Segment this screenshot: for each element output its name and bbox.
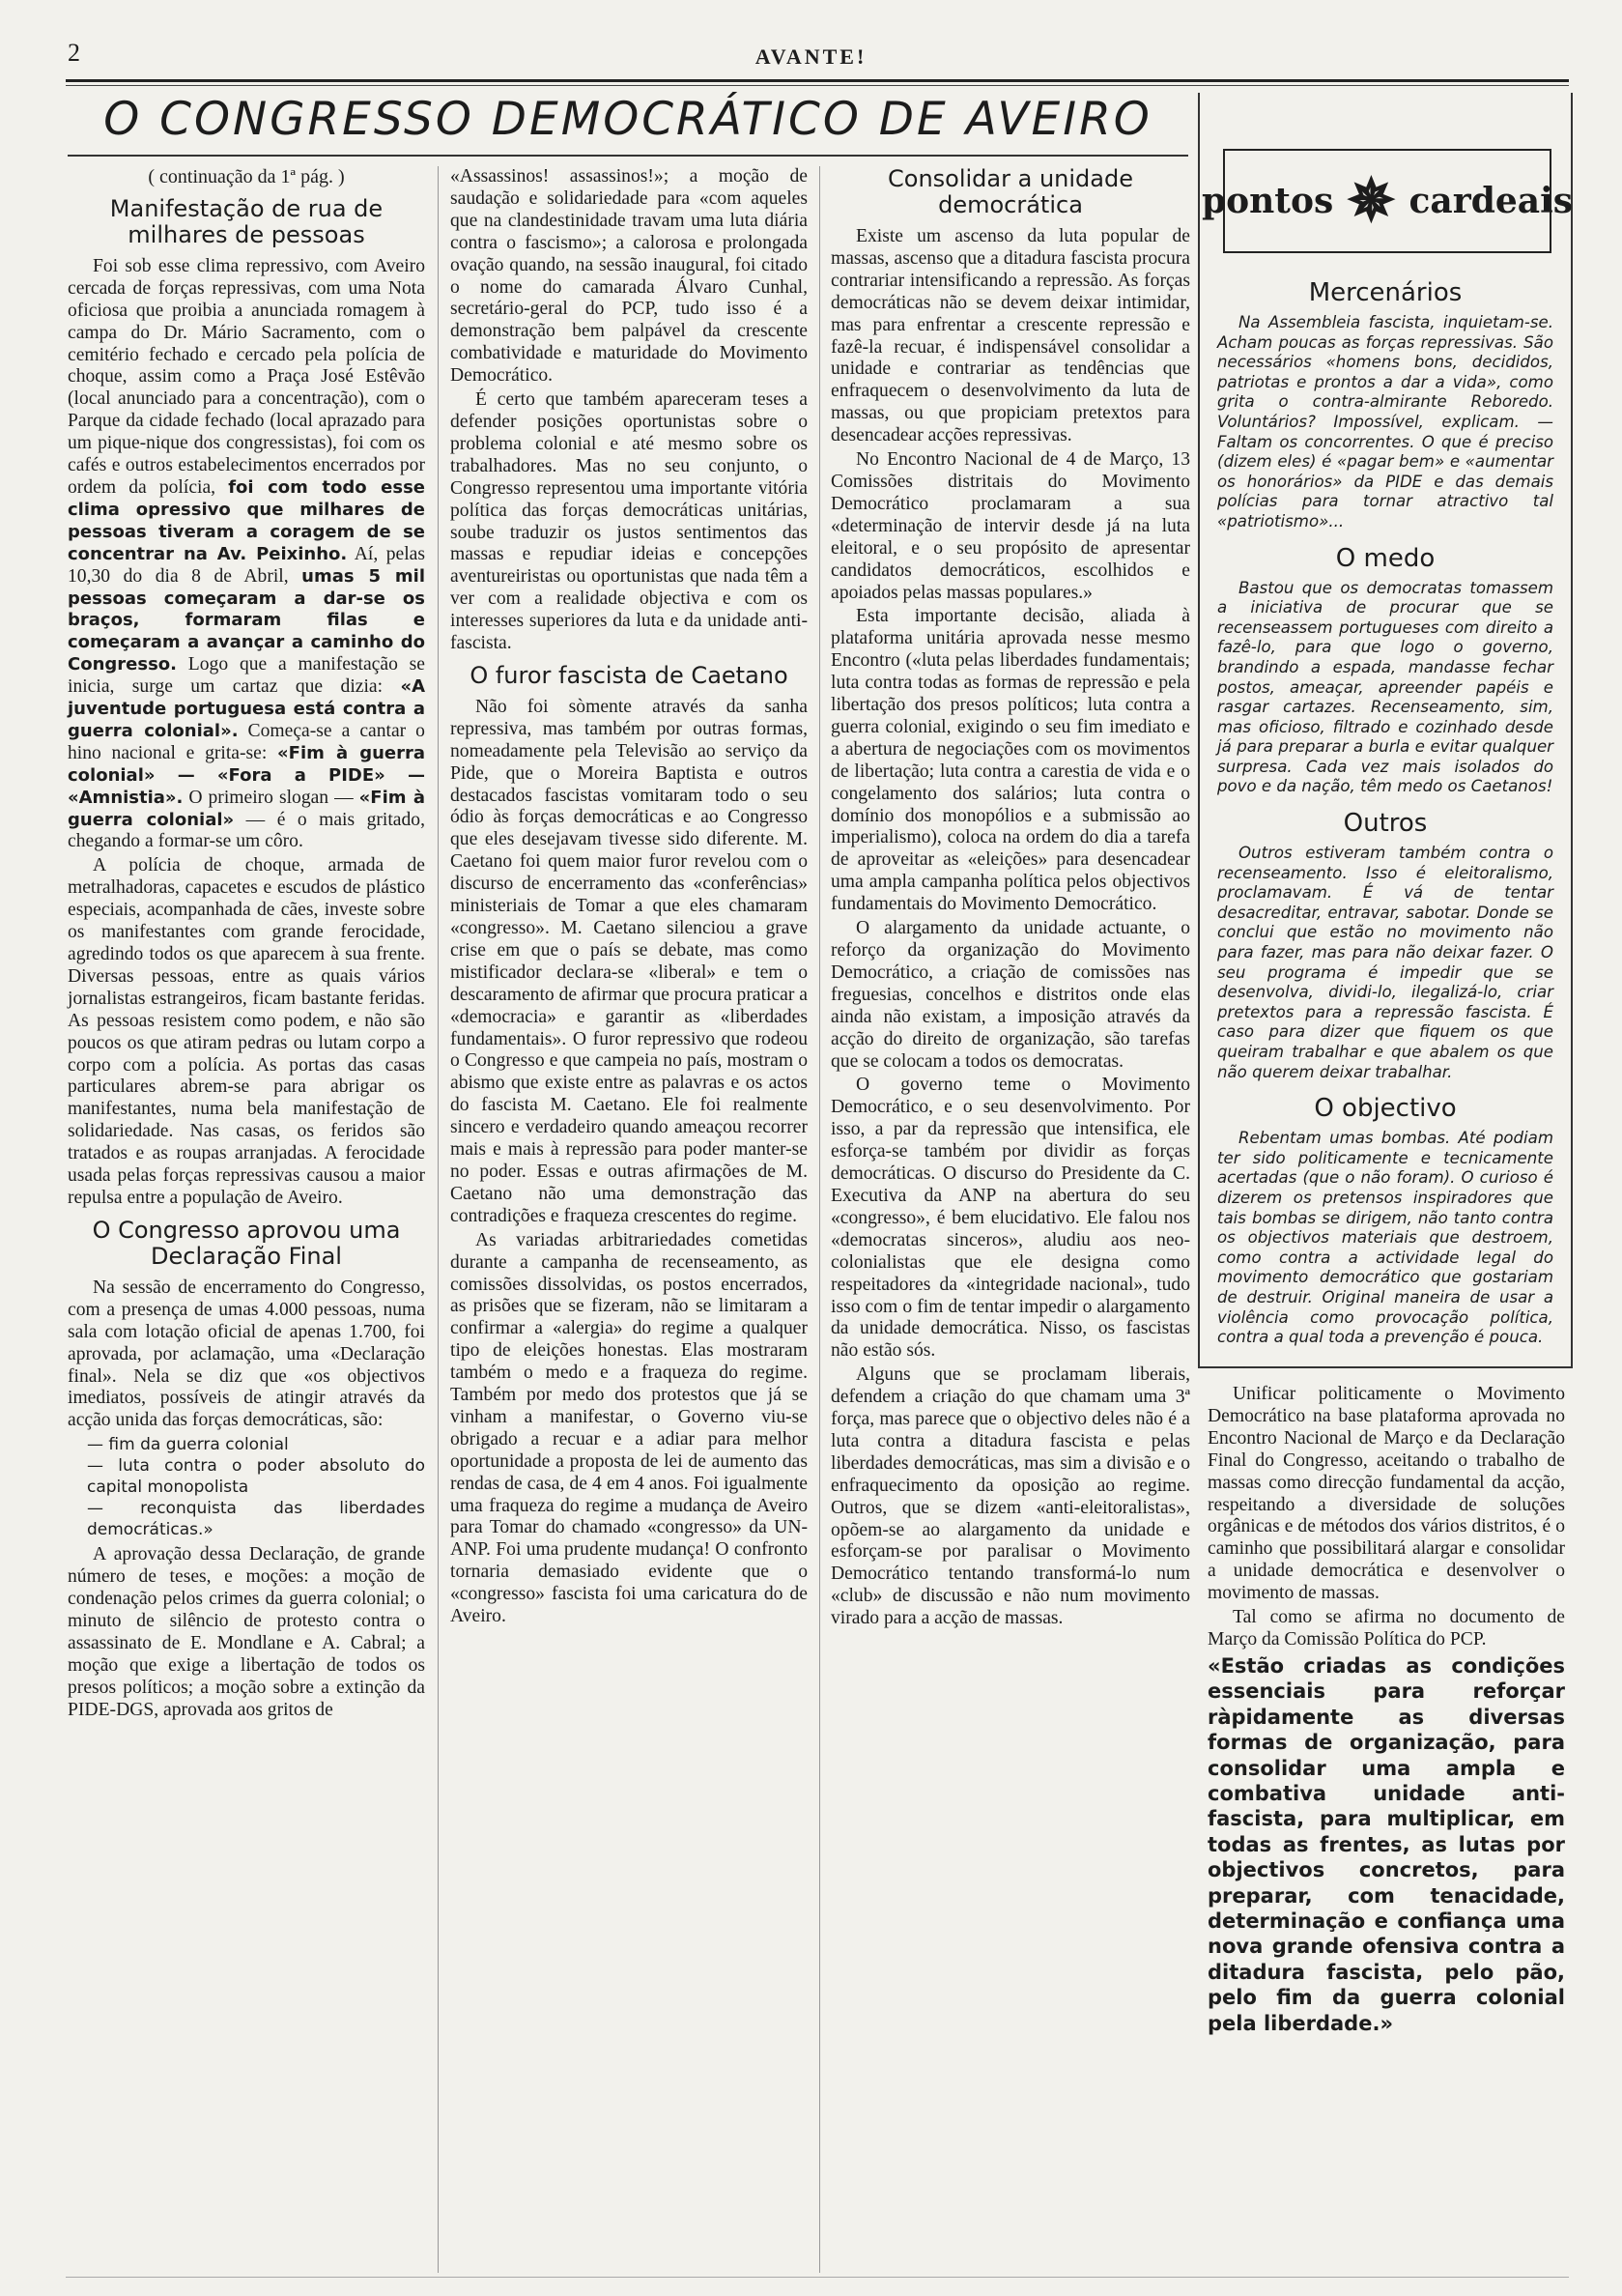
pontos-cardeais-box (1198, 93, 1573, 1368)
paragraph: Na sessão de encerramento do Congresso, com a presença de umas 4.000 pessoas, numa sala com lotação oficial de apenas 1.700, foi aprovada, por aclamação, uma «Declaração final». Nela se diz que «os objectivos imediatos, possíveis de atingir através da acção unida das forças democráticas, são: (68, 1277, 425, 1431)
logo-word-left: pontos (1201, 181, 1334, 221)
paragraph: Tal como se afirma no documento de Março da Comissão Política do PCP. (1208, 1607, 1565, 1650)
sidebar-heading-objectivo: O objectivo (1314, 1094, 1457, 1124)
paragraph: Alguns que se proclamam liberais, defendem a criação do que chamam uma 3ª força, mas parece que o objectivo deles não é a luta contra a ditadura fascista e pelas liberdades democráticas, mas sim a divisão e o enfraquecimento da oposição ao regime. Outros, que se dizem «anti-eleitoralistas», opõem-se ao alargamento da unidade e esforçam-se por paralisar o Movimento Democrático tentando transformá-lo num «club» de discussão e não num movimento virado para a acção de massas. (831, 1364, 1190, 1629)
sidebar-heading-medo: O medo (1335, 543, 1436, 573)
top-rule (66, 79, 1569, 82)
sidebar-heading-outros: Outros (1343, 809, 1428, 839)
column-1 (68, 166, 425, 1723)
paragraph: O governo teme o Movimento Democrático, e o seu desenvolvimento. Por isso, a par da repressão que intensifica, ele esforça-se também por dividir as forças democráticas. O discurso do Presidente da C. Executiva da ANP na abertura do seu «congresso», é bem elucidativo. Ele falou nos «democratas sinceros», aludiu aos neo-colonialistas que ele designa como respeitadores da «integridade nacional», tudo isso com o fim de tentar impedir o alargamento da unidade democrática. Nisso, os fascistas não estão sós. (831, 1075, 1190, 1362)
sidebar-paragraph: Outros estiveram também contra o recenseamento. Isso é eleitoralismo, proclamavam. É vá de tentar desacreditar, entravar, sabotar. Donde se conclui que estão no movimento não para fazer, mas para não deixar fazer. O seu programa é impedir que se desenvolva, dividi-lo, ilegalizá-lo, criar pretextos para a repressão fascista. É caso para dizer que fiquem os que queiram trabalhar e que abalem os que não querem deixar trabalhar. (1217, 844, 1553, 1081)
paragraph: A aprovação dessa Declaração, de grande número de teses, e moções: a moção de condenação pelos crimes da guerra colonial; o minuto de silêncio de protesto contra o assassinato de E. Mondlane e A. Cabral; a moção que exige a libertação de todos os presos políticos; a moção sobre a extinção da PIDE-DGS, aprovada aos gritos de (68, 1544, 425, 1720)
column-4 (1208, 1384, 1565, 2038)
headline: O CONGRESSO DEMOCRÁTICO DE AVEIRO (103, 93, 1152, 146)
column-3 (831, 166, 1190, 1632)
headline-rule (68, 155, 1188, 157)
column-divider (819, 166, 820, 2273)
column-divider (438, 166, 439, 2273)
objectives-list (87, 1434, 425, 1540)
paragraph: No Encontro Nacional de 4 de Março, 13 Comissões distritais do Movimento Democrático proclamaram a sua «determinação de intervir desde já na luta eleitoral, e o seu propósito de apresentar candidatos democráticos, escolhidos e apoiados pelas massas populares.» (831, 449, 1190, 603)
top-rule-thin (66, 85, 1569, 86)
column-2 (450, 166, 808, 1630)
compass-star-icon: ✵ (1347, 167, 1396, 235)
subheading-declaracao: O Congresso aprovou uma Declaração Final (92, 1216, 401, 1270)
paragraph: O alargamento da unidade actuante, o reforço da organização do Movimento Democrático, a criação de comissões nas freguesias, concelhos e distritos onde elas ainda não existam, a imposição através da acção do direito de organização, são tarefas que se colocam a todos os democratas. (831, 918, 1190, 1072)
paragraph: Foi sob esse clima repressivo, com Aveiro cercada de forças repressivas, com uma Nota oficiosa que proibia a anunciada romagem à campa do Dr. Mário Sacramento, com o cemitério fechado e cercado pela polícia de choque, assim como a Praça José Estêvão (local anunciado para a concentração), com o Parque da cidade fechado (local aprazado para um pique-nique dos congressistas), foi com os cafés e outros estabelecimentos encerrados por ordem da polícia, foi com todo esse clima opressivo que milhares de pessoas tiveram a coragem de se concentrar na Av. Peixinho. Aí, pelas 10,30 do dia 8 de Abril, umas 5 mil pessoas começaram a dar-se os braços, formaram filas e começaram a avançar a caminho do Congresso. Logo que a manifestação se inicia, surge um cartaz que dizia: «A juventude portuguesa está contra a guerra colonial». Começa-se a cantar o hino nacional e grita-se: «Fim à guerra colonial» — «Fora a PIDE» — «Amnistia». O primeiro slogan — «Fim à guerra colonial» — é o mais gritado, chegando a formar-se um côro. (68, 255, 426, 852)
subheading-manifestacao: Manifestação de rua de milhares de pessoas (109, 194, 384, 248)
list-item: — luta contra o poder absoluto do capital monopolista (87, 1455, 425, 1498)
subheading-consolidar: Consolidar a unidade democrática (888, 165, 1133, 218)
bottom-rule (66, 2277, 1569, 2278)
paragraph: Esta importante decisão, aliada à plataforma unitária aprovada nesse mesmo Encontro («luta pelas liberdades fundamentais; luta contra todas as formas de repressão e pela libertação dos presos políticos; luta contra a guerra colonial, exigindo o seu fim imediato e a abertura de negociações com os movimentos de libertação; luta contra a carestia de vida e o congelamento dos salários; luta contra o domínio dos monopólios e a submissão ao imperialismo), coloca na ordem do dia a tarefa de aproveitar as «eleições» para desencadear uma ampla campanha política pelos objectivos fundamentais do Movimento Democrático. (831, 606, 1190, 915)
list-item: — fim da guerra colonial (87, 1434, 425, 1455)
paragraph: «Assassinos! assassinos!»; a moção de saudação e solidariedade para «com aqueles que na clandestinidade travam uma luta diária contra o fascismo»; a calorosa e prolongada ovação quando, na sessão inaugural, foi citado o nome do camarada Álvaro Cunhal, secretário-geral do PCP, tudo isso é a demonstração bem palpável da crescente combatividade e maturidade do Movimento Democrático. (450, 166, 808, 387)
masthead: AVANTE! (754, 44, 868, 69)
pontos-cardeais-logo (1201, 149, 1574, 253)
paragraph: A polícia de choque, armada de metralhadoras, capacetes e escudos de plástico especiais, acompanhada de cães, investe sobre os manifestantes com grande ferocidade, agredindo todos os que aparecem à sua frente. Diversas pessoas, entre as quais vários jornalistas estrangeiros, ficam bastante feridas. As pessoas resistem como podem, e não são poucos os que atiram pedras ou lutam corpo a corpo com a polícia. As portas das casas particulares abrem-se para abrigar os manifestantes, numa bela manifestação de solidariedade. Nas casas, os feridos são tratados e as roupas arranjadas. A ferocidade usada pelas forças repressivas causou a maior repulsa entre a população de Aveiro. (68, 855, 425, 1208)
sidebar-body (1217, 267, 1553, 1348)
subheading-furor: O furor fascista de Caetano (470, 661, 788, 689)
sidebar-heading-mercenarios: Mercenários (1308, 278, 1463, 307)
pcp-quote: «Estão criadas as condições essenciais para reforçar ràpidamente as diversas formas de organização, para consolidar uma ampla e combativa unidade anti-fascista, para multiplicar, em todas as frentes, as lutas por objectivos concretos, para preparar, com tenacidade, determinação e confiança uma nova grande ofensiva contra a ditadura fascista, pelo pão, pelo fim da guerra colonial pela liberdade.» (1208, 1653, 1565, 2035)
sidebar-paragraph: Na Assembleia fascista, inquietam-se. Acham poucas as forças repressivas. São necessários «homens bons, decididos, patriotas e prontos a dar a vida», como grita o contra-almirante Reboredo. Voluntários? Impossível, explicam. — Faltam os concorrentes. O que é preciso (dizem eles) é «pagar bem» e «aumentar os honorários» da PIDE e das demais polícias para tornar atractivo tal «patriotismo»... (1217, 313, 1553, 531)
continuation-note: ( continuação da 1ª pág. ) (148, 166, 345, 187)
paragraph: Não foi sòmente através da sanha repressiva, mas também por outras formas, nomeadamente pela Televisão ao serviço da Pide, que o Moreira Baptista e outros destacados fascistas vomitaram todo o seu ódio às forças democráticas e ao Congresso que eles desejavam tivesse sido diferente. M. Caetano foi quem maior furor revelou com o discurso de encerramento das «conferências» ministeriais de Tomar a que eles chamaram «congresso». M. Caetano silenciou a grave crise em que o país se debate, mas como mistificador declara-se «liberal» e tem o descaramento de afirmar que procura praticar a «democracia» e garantir as «liberdades fundamentais». O furor repressivo que rodeou o Congresso e que campeia no país, mostram o abismo que existe entre as palavras e os actos do fascista M. Caetano. Ele foi realmente sincero e verdadeiro quando ameaçou recorrer mais e mais à repressão para poder manter-se no poder. Essas e outras afirmações de M. Caetano não uma demonstração das contradições e fraqueza crescentes do regime. (450, 696, 808, 1226)
sidebar-paragraph: Bastou que os democratas tomassem a iniciativa de procurar que se recenseassem portugueses com direito a fazê-lo, para que logo o governo, brandindo a espada, mandasse fechar postos, ameaçar, apreender papéis e rasgar cartazes. Recenseamento, sim, mas oficioso, filtrado e cozinhado desde já para preparar a burla e evitar qualquer surpresa. Cada vez mais isolados do povo e da nação, têm medo os Caetanos! (1217, 578, 1553, 796)
paragraph: É certo que também apareceram teses a defender posições oportunistas sobre o problema colonial e até mesmo sobre os trabalhadores. Mas no seu conjunto, o Congresso representou uma importante vitória política das forças democráticas unitárias, soube traduzir os justos sentimentos das massas e repudiar ideias e concepções aventureiristas ou oportunistas que nada têm a ver com a realidade objectiva e com os interesses superiores da luta e da unidade anti-fascista. (450, 389, 808, 654)
paragraph: Existe um ascenso da luta popular de massas, ascenso que a ditadura fascista procura contrariar intensificando a repressão. As forças democráticas não se devem deixar intimidar, mas para enfrentar a crescente repressão e fazê-la recuar, é indispensável consolidar a unidade e contrariar as tendências que enfraquecem o desenvolvimento da luta de massas, ou que propiciam pretextos para desencadear acções repressivas. (831, 226, 1190, 446)
sidebar-paragraph: Rebentam umas bombas. Até podiam ter sido politicamente e tecnicamente acertadas (que o não foram). O curioso é dizerem os pretensos inspiradores que tais bombas se dirigem, não tanto contra os objectivos materiais que destroem, como contra a actividade legal do movimento democrático que gostariam de destruir. Original maneira de usar a violência como provocação política, contra a qual toda a prevenção é pouca. (1217, 1129, 1553, 1347)
page-number: 2 (68, 39, 80, 67)
paragraph: As variadas arbitrariedades cometidas durante a campanha de recenseamento, as comissões dissolvidas, os postos encerrados, as prisões que se fizeram, não se limitaram a confirmar a «alergia» do regime a qualquer tipo de eleições honestas. Elas mostraram também o medo e a fraqueza do regime. Também por medo dos protestos que já se vinham a manifestar, o Governo viu-se obrigado a recuar e a adiar para melhor oportunidade a proposta de lei de aumento das rendas de casa, de 4 em 4 anos. Foi igualmente uma fraqueza do regime a mudança de Aveiro para Tomar do chamado «congresso» da UN-ANP. Foi uma prudente mudança! O confronto tornaria demasiado evidente que o «congresso» fascista foi uma caricatura do de Aveiro. (450, 1229, 808, 1627)
paragraph: Unificar politicamente o Movimento Democrático na base plataforma aprovada no Encontro Nacional de Março e da Declaração Final do Congresso, aceitando o trabalho de massas como direcção fundamental da acção, respeitando a diversidade de soluções orgânicas e de métodos dos vários distritos, é o caminho que possibilitará alargar e consolidar a unidade democrática e desenvolver o movimento de massas. (1208, 1384, 1565, 1604)
logo-word-right: cardeais (1409, 181, 1574, 221)
list-item: — reconquista das liberdades democráticas.» (87, 1498, 425, 1540)
